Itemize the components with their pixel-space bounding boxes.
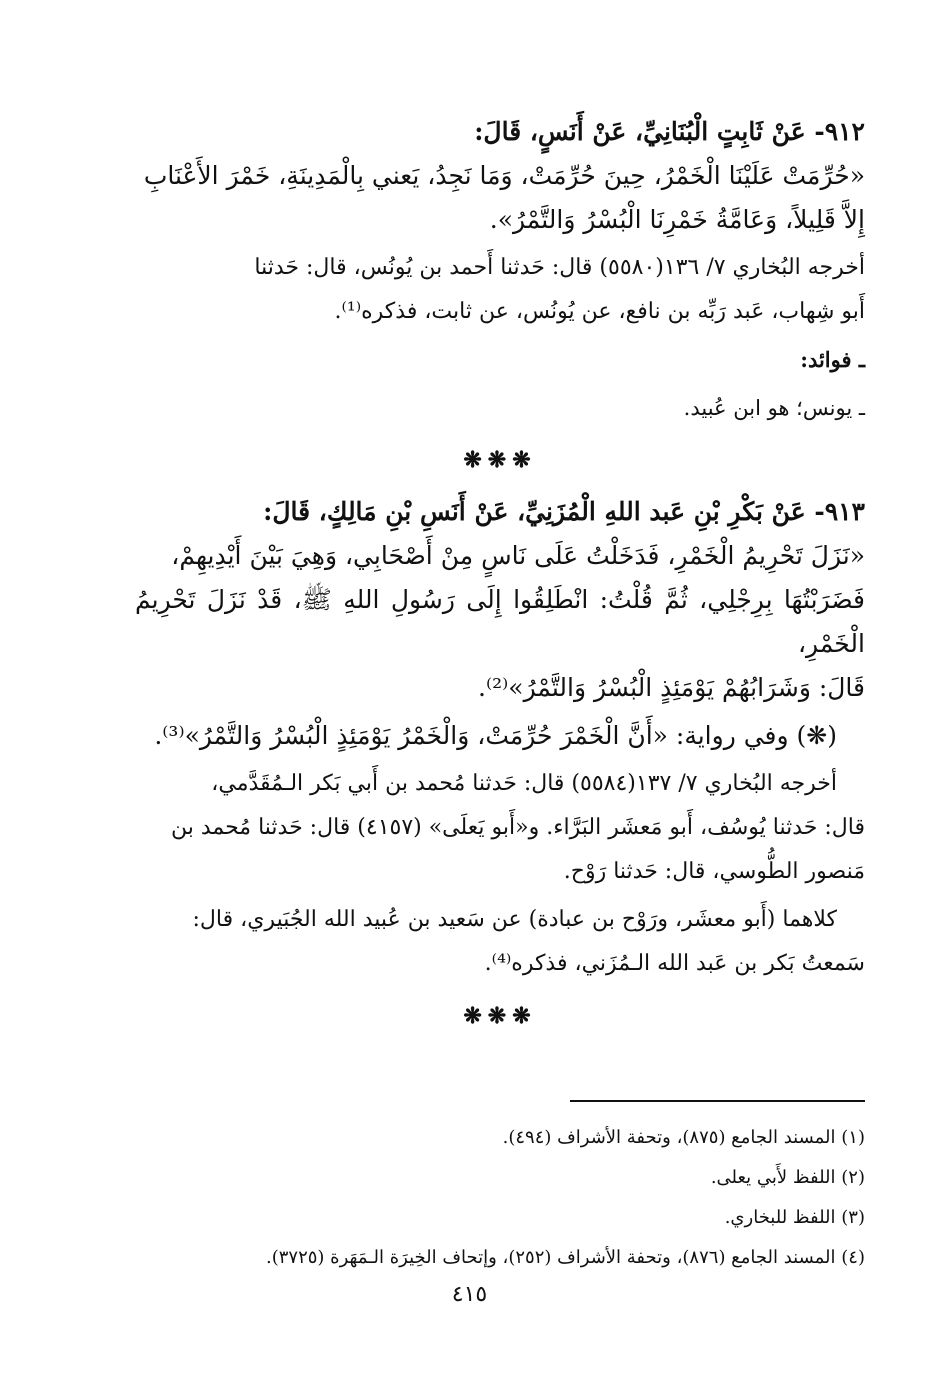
section-separator: ❋❋❋ <box>463 1003 537 1029</box>
hadith-912-heading: ٩١٢- عَنْ ثَابِتٍ الْبُنَانِيِّ، عَنْ أَنَسٍ، قَالَ: <box>474 117 865 146</box>
footnote: (٤) المسند الجامع (٨٧٦)، وتحفة الأشراف (٢٥٢)، وإتحاف الخِيرَة الـمَهَرة (٣٧٢٥). <box>266 1247 865 1268</box>
hadith-912-narration-line: أَبو شِهاب، عَبد رَبِّه بن نافع، عن يُونُس، عن ثابت، فذكره⁽¹⁾. <box>334 299 865 324</box>
footnotes <box>135 1118 865 1278</box>
page-number: ٤١٥ <box>451 1282 488 1307</box>
hadith-913-narration-line: مَنصور الطُّوسي، قال: حَدثنا رَوْح. <box>563 859 865 884</box>
page-body <box>135 110 865 1046</box>
hadith-913-narration-line: أخرجه البُخاري ٧/ ١٣٧(٥٥٨٤) قال: حَدثنا مُحمد بن أَبي بَكر الـمُقَدَّمي، <box>211 771 837 796</box>
hadith-913-closing-line: كلاهما (أَبو معشَر، ورَوْح بن عبادة) عن سَعيد بن عُبيد الله الجُبَيري، قال: <box>192 907 837 932</box>
fawaid-label: ـ فوائد: <box>800 347 865 372</box>
hadith-913-closing-line: سَمعتُ بَكر بن عَبد الله الـمُزَني، فذكره⁽⁴⁾. <box>484 951 865 976</box>
section-separator: ❋❋❋ <box>463 447 537 473</box>
hadith-912-narration-line: أخرجه البُخاري ٧/ ١٣٦(٥٥٨٠) قال: حَدثنا أَحمد بن يُونُس، قال: حَدثنا <box>254 255 865 280</box>
hadith-913-heading: ٩١٣- عَنْ بَكْرِ بْنِ عَبد اللهِ الْمُزَنِيِّ، عَنْ أَنَسِ بْنِ مَالِكٍ، قَالَ: <box>263 497 865 526</box>
hadith-912-text-line: «حُرِّمَتْ عَلَيْنَا الْخَمْرُ، حِينَ حُرِّمَتْ، وَمَا نَجِدُ، يَعني بِالْمَدِينَةِ، خَمْرَ الأَعْنَابِ <box>143 161 865 190</box>
hadith-913-text-line: قَالَ: وَشَرَابُهُمْ يَوْمَئِذٍ الْبُسْرُ وَالتَّمْرُ»⁽²⁾. <box>478 673 865 702</box>
footnote-divider <box>570 1100 865 1102</box>
hadith-913-riwaya: (❋) وفي رواية: «أَنَّ الْخَمْرَ حُرِّمَتْ، وَالْخَمْرُ يَوْمَئِذٍ الْبُسْرُ وَالتَّمْرُ»⁽³⁾. <box>154 721 837 750</box>
footnote: (٢) اللفظ لأَبي يعلى. <box>710 1167 865 1188</box>
hadith-913-text-line: فَضَرَبْتُهَا بِرِجْلِي، ثُمَّ قُلْتُ: انْطَلِقُوا إِلَى رَسُولِ اللهِ ﷺ، قَدْ نَزَلَ تَحْرِيمُ الْخَمْرِ، <box>135 585 865 658</box>
footnote: (٣) اللفظ للبخاري. <box>724 1207 865 1228</box>
fawaid-item: ـ يونس؛ هو ابن عُبيد. <box>683 396 865 420</box>
hadith-912-text-line: إِلاَّ قَلِيلاً، وَعَامَّةُ خَمْرِنَا الْبُسْرُ وَالتَّمْرُ». <box>489 205 865 234</box>
footnote: (١) المسند الجامع (٨٧٥)، وتحفة الأشراف (٤٩٤). <box>502 1127 865 1148</box>
hadith-913-text-line: «نَزَلَ تَحْرِيمُ الْخَمْرِ، فَدَخَلْتُ عَلَى نَاسٍ مِنْ أَصْحَابِي، وَهِيَ بَيْنَ أَيْدِيهِمْ، <box>171 541 865 570</box>
hadith-913-narration-line: قال: حَدثنا يُوسُف، أَبو مَعشَر البَرَّاء. و«أَبو يَعلَى» (٤١٥٧) قال: حَدثنا مُحمد بن <box>170 815 865 840</box>
